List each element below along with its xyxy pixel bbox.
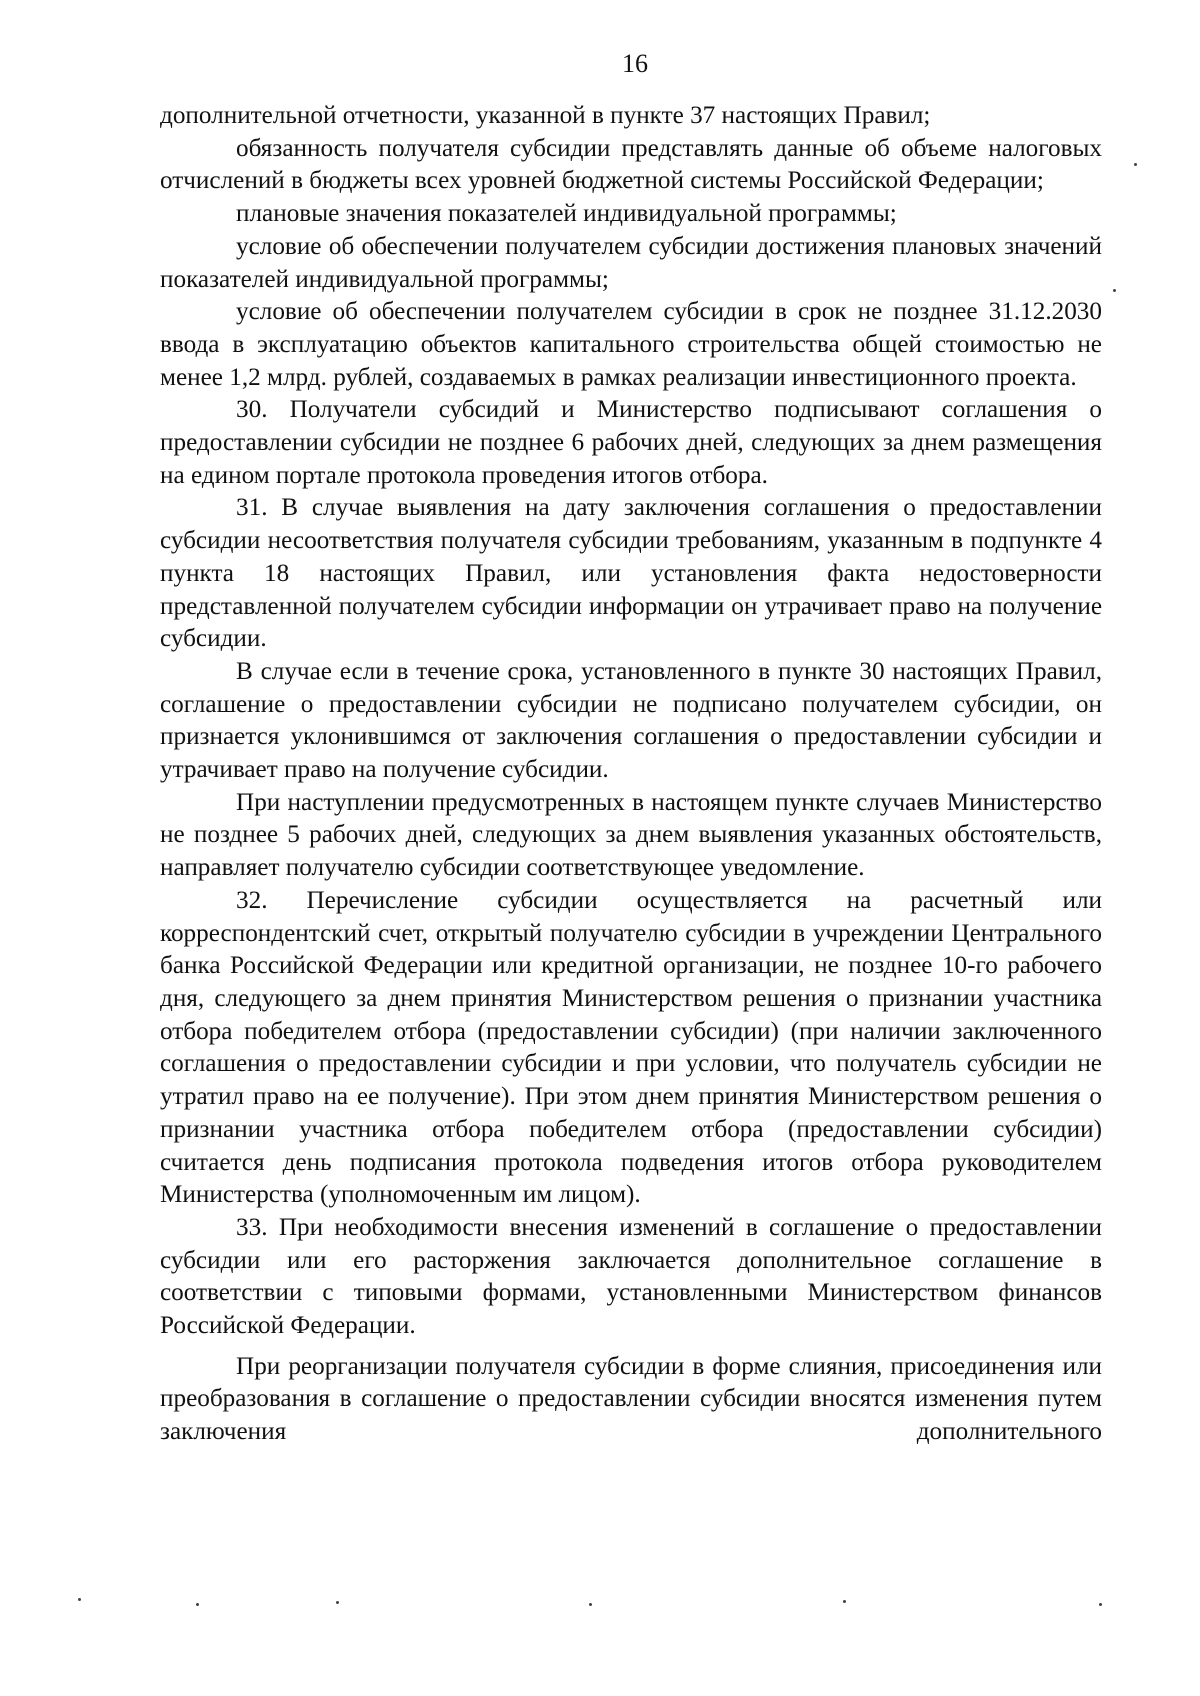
page-number: 16 [622,49,648,78]
scan-speck [843,1600,846,1603]
scan-speck [78,1598,81,1601]
paragraph-item-32: 32. Перечисление субсидии осуществляется на расчетный или корреспондентский счет, открытый получателю субсидии в учреждении Центрального банка Российской Федерации или кредитной организации, не позднее 10-го рабочего дня, следующего за днем принятия Министерством решения о признании участника отбора победителем отбора (предоставлении субсидии) (при наличии заключенного соглашения о предоставлении субсидии и при условии, что получатель субсидии не утратил право на ее получение). При этом днем принятия Министерством решения о признании участника отбора победителем отбора (предоставлении субсидии) считается день подписания протокола подведения итогов отбора руководителем Министерства (уполномоченным им лицом). [160,886,1102,1209]
paragraph-planned-values: плановые значения показателей индивидуальной программы; [236,200,897,228]
document-body [160,100,1102,1449]
paragraph-achievement-condition: условие об обеспечении получателем субсидии достижения плановых значений показателей индивидуальной программы; [160,232,1102,293]
paragraph-commissioning-condition: условие об обеспечении получателем субсидии в срок не позднее 31.12.2030 ввода в эксплуатацию объектов капитального строительства общей стоимостью не менее 1,2 млрд. рублей, создаваемых в рамках реализации инвестиционного проекта. [160,298,1102,391]
paragraph-item-33: 33. При необходимости внесения изменений в соглашение о предоставлении субсидии или его расторжения заключается дополнительное соглашение в соответствии с типовыми формами, установленными Министерством финансов Российской Федерации. [160,1213,1102,1340]
paragraph-item-30: 30. Получатели субсидий и Министерство подписывают соглашения о предоставлении субсидии не позднее 6 рабочих дней, следующих за днем размещения на едином портале протокола проведения итогов отбора. [160,396,1102,489]
paragraph-tax-data-obligation: обязанность получателя субсидии представлять данные об объеме налоговых отчислений в бюджеты всех уровней бюджетной системы Российской Федерации; [160,134,1102,195]
paragraph-item-31: 31. В случае выявления на дату заключения соглашения о предоставлении субсидии несоответствия получателя субсидии требованиям, указанным в подпункте 4 пункта 18 настоящих Правил, или установления факта недостоверности представленной получателем субсидии информации он утрачивает право на получение субсидии. [160,494,1102,653]
scan-speck [196,1603,199,1606]
paragraph-item-31-evasion: В случае если в течение срока, установленного в пункте 30 настоящих Правил, соглашение о предоставлении субсидии не подписано получателем субсидии, он признается уклонившимся от заключения соглашения о предоставлении субсидии и утрачивает право на получение субсидии. [160,657,1102,784]
paragraph-continuation: дополнительной отчетности, указанной в пункте 37 настоящих Правил; [160,102,931,129]
paragraph-item-31-notice: При наступлении предусмотренных в настоящем пункте случаев Министерство не позднее 5 рабочих дней, следующих за днем выявления указанных обстоятельств, направляет получателю субсидии соответствующее уведомление. [160,788,1102,882]
scan-speck [589,1603,592,1606]
paragraph-reorganization: При реорганизации получателя субсидии в форме слияния, присоединения или преобразования в соглашение о предоставлении субсидии вносятся изменения путем заключения дополнительного [160,1352,1102,1446]
scan-speck [336,1601,339,1604]
scan-speck [1113,289,1116,292]
scan-speck [1134,163,1137,166]
scan-speck [1099,1603,1102,1606]
